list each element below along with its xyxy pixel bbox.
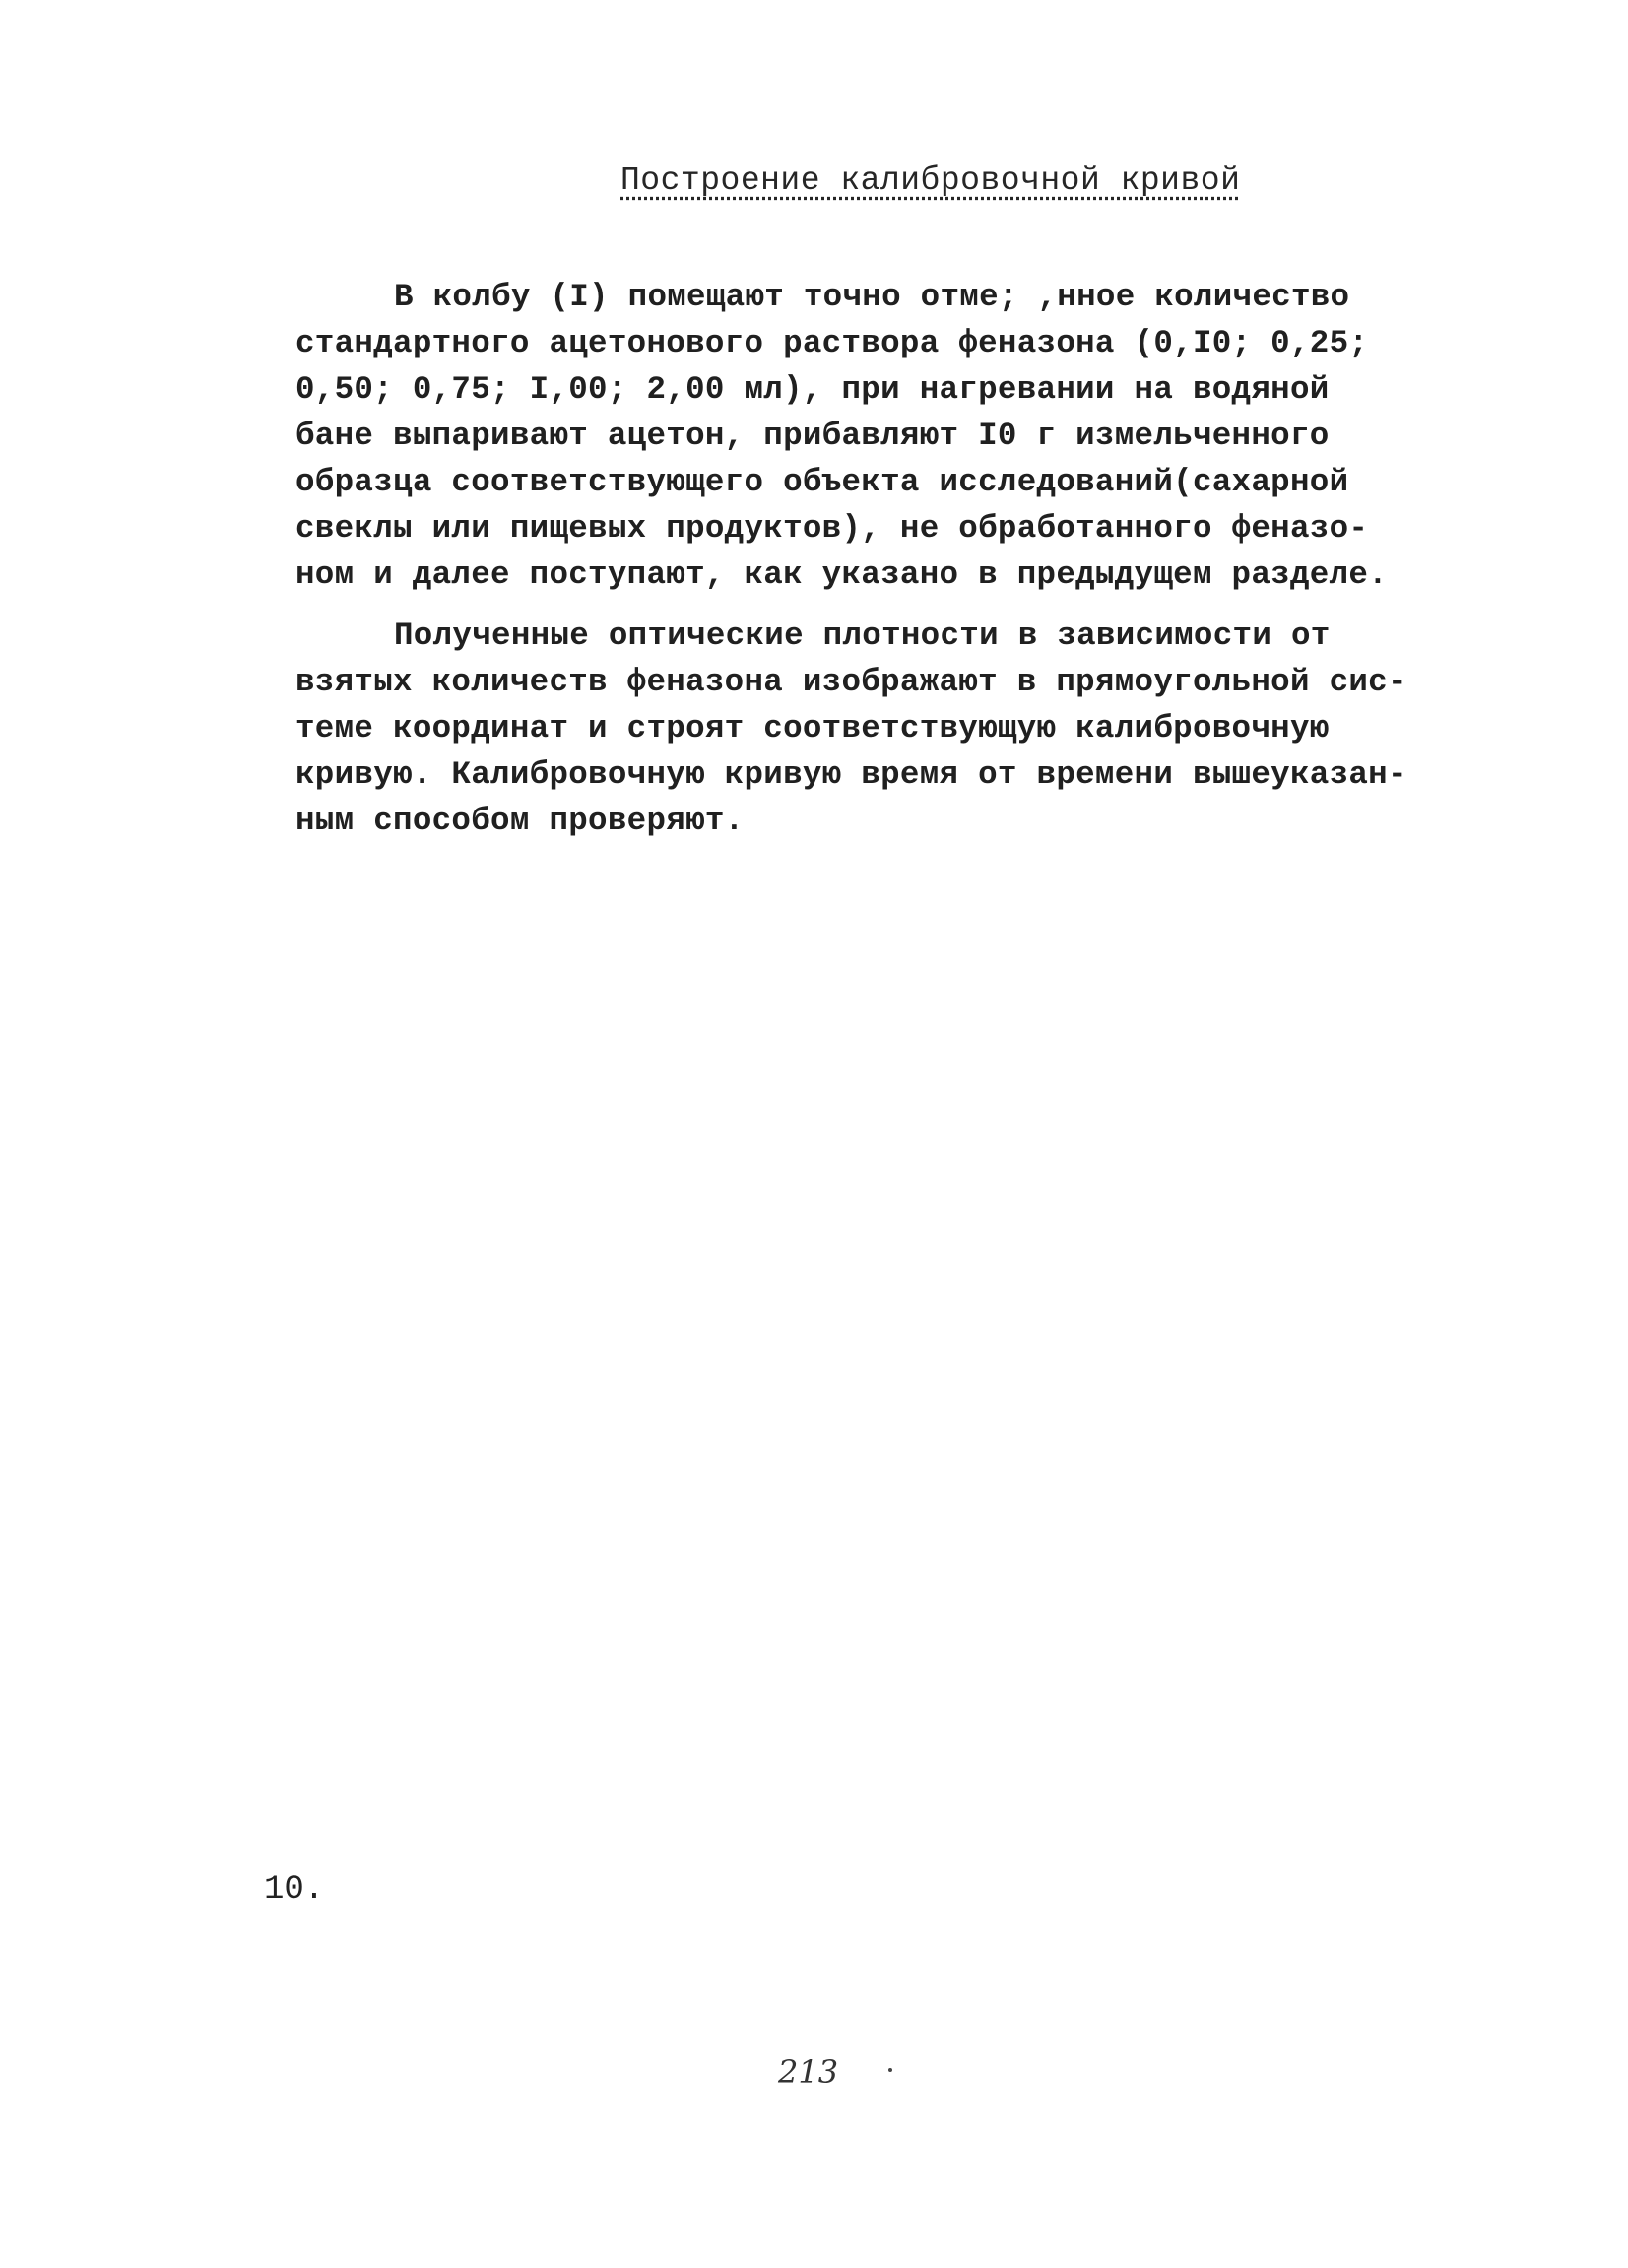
archive-number: 213 xyxy=(778,2053,839,2091)
paragraph-calibration xyxy=(295,613,1407,844)
paragraph-line: взятых количеств феназона изображают в прямоугольной сис- xyxy=(295,664,1407,700)
archive-mark-dot xyxy=(888,2068,892,2072)
paragraph-line: теме координат и строят соответствующую калибровочную xyxy=(295,710,1330,746)
paragraph-line: 0,50; 0,75; I,00; 2,00 мл), при нагревании на водяной xyxy=(295,371,1330,408)
paragraph-line: В колбу (I) помещают точно отме; ,нное количество xyxy=(394,279,1350,315)
paragraph-procedure xyxy=(295,274,1388,598)
paragraph-line: свеклы или пищевых продуктов), не обработанного феназо- xyxy=(295,510,1369,547)
paragraph-line: ным способом проверяют. xyxy=(295,803,745,839)
paragraph-line: ном и далее поступают, как указано в предыдущем разделе. xyxy=(295,556,1388,593)
paragraph-line: стандартного ацетонового раствора феназона (0,I0; 0,25; xyxy=(295,325,1369,361)
paragraph-line: образца соответствующего объекта исследований(сахарной xyxy=(295,464,1349,500)
section-heading: Построение калибровочной кривой xyxy=(620,162,1241,199)
paragraph-line: кривую. Калибровочную кривую время от времени вышеуказан- xyxy=(295,756,1407,793)
paragraph-line: бане выпаривают ацетон, прибавляют I0 г измельченного xyxy=(295,418,1330,454)
paragraph-line: Полученные оптические плотности в зависимости от xyxy=(394,617,1331,654)
page-number: 10. xyxy=(264,1871,325,1909)
